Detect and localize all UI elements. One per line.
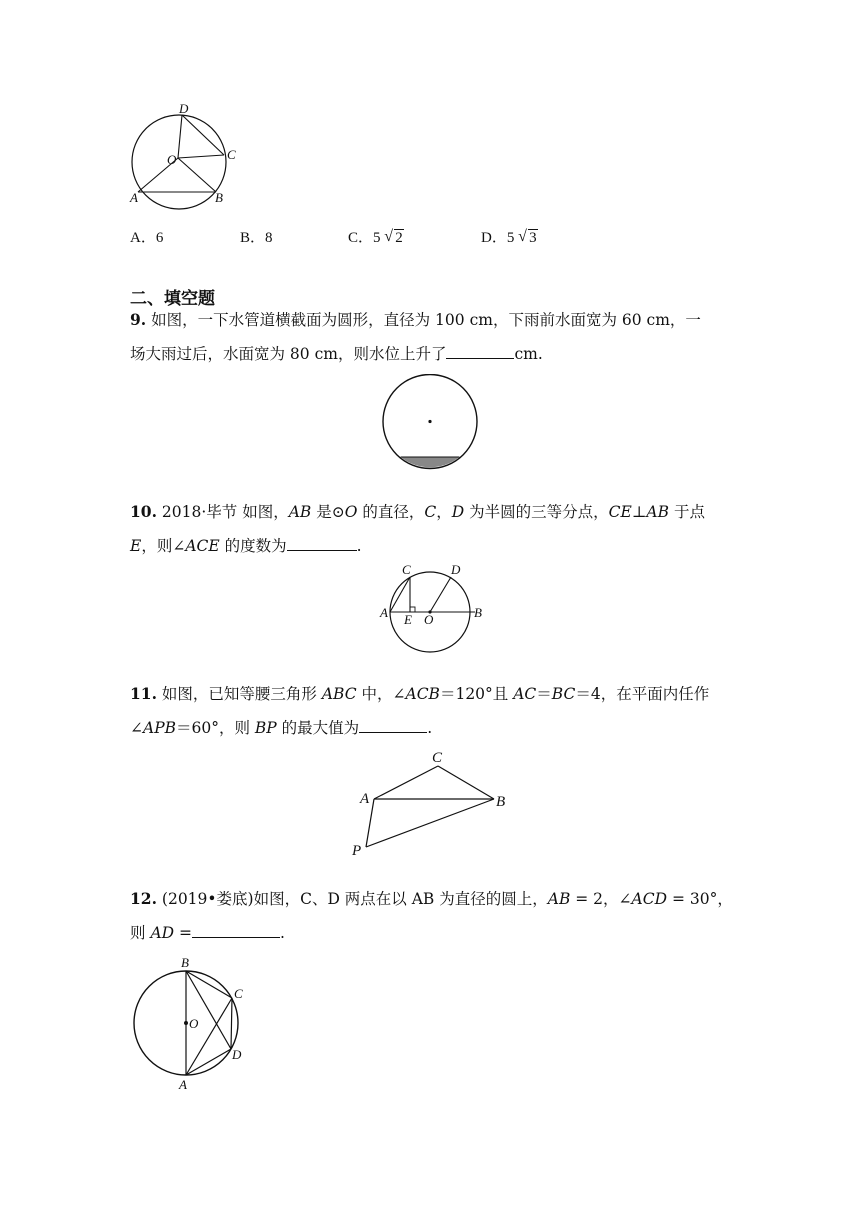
q9-text [130,303,734,371]
q12-text-seg: = 2，∠ [570,890,632,908]
q11-line2 [130,711,734,745]
q12-var: AB [547,890,571,908]
q8-segment-do [178,115,182,158]
q10-label-d: D [451,562,461,577]
sqrt-icon: √ [518,228,527,245]
q8-option-d-letter: D． [481,230,507,246]
q10-var: O [344,503,358,521]
q11-answer-blank[interactable] [359,716,427,733]
q11-text-seg: ＝120°且 [439,685,514,703]
q11-segment-pb [366,799,494,847]
q10-text-seg: 为半圆的三等分点， [464,503,609,521]
q8-option-c[interactable] [348,226,404,247]
q10-diagram [378,562,488,658]
q11-var: BP [254,719,277,737]
q8-label-d: D [179,101,189,116]
q8-option-d-sqrt [518,230,538,247]
q8-label-a: A [130,190,138,205]
q12-figure [126,952,256,1098]
q8-option-c-radicand: 2 [395,230,403,246]
q8-label-c: C [227,147,236,162]
q9-line1 [130,303,734,337]
q8-figure [126,100,246,210]
q11-text-seg: 如图，已知等腰三角形 [161,685,322,703]
q8-option-c-letter: C． [348,230,374,246]
q11-text-seg: . [427,719,433,737]
q11-text-seg: ∠ [130,719,143,737]
q8-segment-ob [178,158,216,192]
q10-text-seg: ⊥ [631,503,647,521]
q9-center-dot [428,420,431,423]
q9-answer-blank[interactable] [446,342,514,359]
q11-var: ACB [405,685,440,703]
q12-label-d: D [232,1047,242,1062]
q11-text-seg: 的最大值为 [276,719,360,737]
q10-line1 [130,495,734,529]
q10-segment-od [430,577,451,612]
q11-var: APB [143,719,177,737]
q11-segment-cb [438,766,494,799]
q11-var: BC [551,685,576,703]
q11-var: ABC [321,685,357,703]
q10-figure [378,562,488,658]
q12-line1 [130,882,734,916]
q12-label-o: O [189,1016,199,1031]
q10-label-c: C [402,562,411,577]
q8-option-b[interactable] [240,226,273,247]
q12-var: ACD [631,890,668,908]
q10-source: 2018·毕节 如图， [161,503,289,521]
q12-center-dot [184,1021,188,1025]
q11-label-c: C [432,750,443,766]
q11-text-seg: 中，∠ [356,685,406,703]
q10-text-seg: 的直径， [357,503,425,521]
q11-line1 [130,677,734,711]
q10-label-a: A [380,605,388,620]
q12-var: AD [150,924,175,942]
q12-line2 [130,916,734,950]
q9-figure [380,374,480,470]
q10-line2 [130,529,734,563]
q10-answer-blank[interactable] [287,534,357,551]
q8-option-a-letter: A． [130,230,156,246]
q9-water-region [401,457,460,467]
q11-diagram [348,746,518,858]
q10-text [130,495,734,563]
q10-var: C [424,503,437,521]
q11-figure [348,746,518,858]
q8-segment-oc [178,155,224,158]
q10-text-seg: . [356,537,362,555]
q12-label-b: B [181,955,189,970]
q10-var: E [130,537,142,555]
q12-number: 12. [130,889,157,908]
q8-option-a-value: 6 [155,230,164,246]
q8-option-c-sqrt [384,230,404,247]
q11-label-p: P [352,843,362,858]
q11-segment-ac [374,766,438,799]
q9-line2 [130,337,734,371]
q10-text-seg: 于点 [669,503,705,521]
q10-var: AB [646,503,670,521]
q9-unit: cm. [514,345,543,363]
q12-segment-bc [186,971,232,998]
q10-number: 10. [130,502,157,521]
q10-var: ACE [185,537,220,555]
q11-text [130,677,734,745]
q8-option-d-radicand: 3 [529,230,537,246]
q8-option-a[interactable] [130,226,163,247]
q10-label-o: O [424,612,434,627]
q12-text [130,882,734,950]
q8-option-c-coef: 5 [373,230,381,246]
q10-var: AB [288,503,312,521]
q8-option-d[interactable] [481,226,538,247]
q11-number: 11. [130,684,157,703]
sqrt-icon: √ [384,228,394,245]
q10-var: D [451,503,465,521]
q12-label-c: C [234,986,243,1001]
section-title: 二、填空题 [130,289,215,309]
q11-text-seg: ＝4，在平面内任作 [575,685,710,703]
q11-var: AC [513,685,537,703]
q12-text-seg: = 30°， [667,890,733,908]
q11-label-a: A [360,791,370,807]
q12-label-a: A [179,1077,187,1092]
q12-segment-ac [186,998,232,1075]
q12-segment-ad [186,1049,231,1075]
q12-text-seg: 则 [130,924,151,942]
q8-circle [132,115,226,209]
q8-option-b-letter: B． [240,230,266,246]
q10-segment-ac [390,577,410,612]
q8-label-b: B [215,190,223,205]
q12-text-seg: (2019•娄底)如图，C、D 两点在以 AB 为直径的圆上， [161,890,548,908]
q12-answer-blank[interactable] [192,921,280,938]
q10-text-seg: ，则∠ [141,537,186,555]
q8-diagram [126,100,246,210]
q8-option-d-coef: 5 [506,230,515,246]
q10-text-seg: ， [436,503,452,521]
q10-text-seg: 是⊙ [311,503,345,521]
q12-segment-cd [231,998,232,1049]
q10-label-b: B [474,605,482,620]
q9-line2-text: 场大雨过后，水面宽为 80 cm，则水位上升了 [130,345,447,363]
q10-text-seg: 的度数为 [219,537,287,555]
q12-text-seg: . [279,924,285,942]
q9-number: 9. [130,310,147,329]
q9-line1-text: 如图，一下水管道横截面为圆形，直径为 100 cm，下雨前水面宽为 60 cm，一 [151,311,701,329]
q10-var: CE [608,503,632,521]
q10-label-e: E [404,612,412,627]
q8-label-o: O [167,152,177,167]
q11-text-seg: ＝60°，则 [176,719,255,737]
q11-text-seg: ＝ [536,685,552,703]
q11-label-b: B [496,794,506,810]
q9-diagram [380,374,480,470]
q12-diagram [126,952,256,1098]
q8-option-b-value: 8 [265,230,273,246]
q12-text-seg: = [174,924,192,942]
